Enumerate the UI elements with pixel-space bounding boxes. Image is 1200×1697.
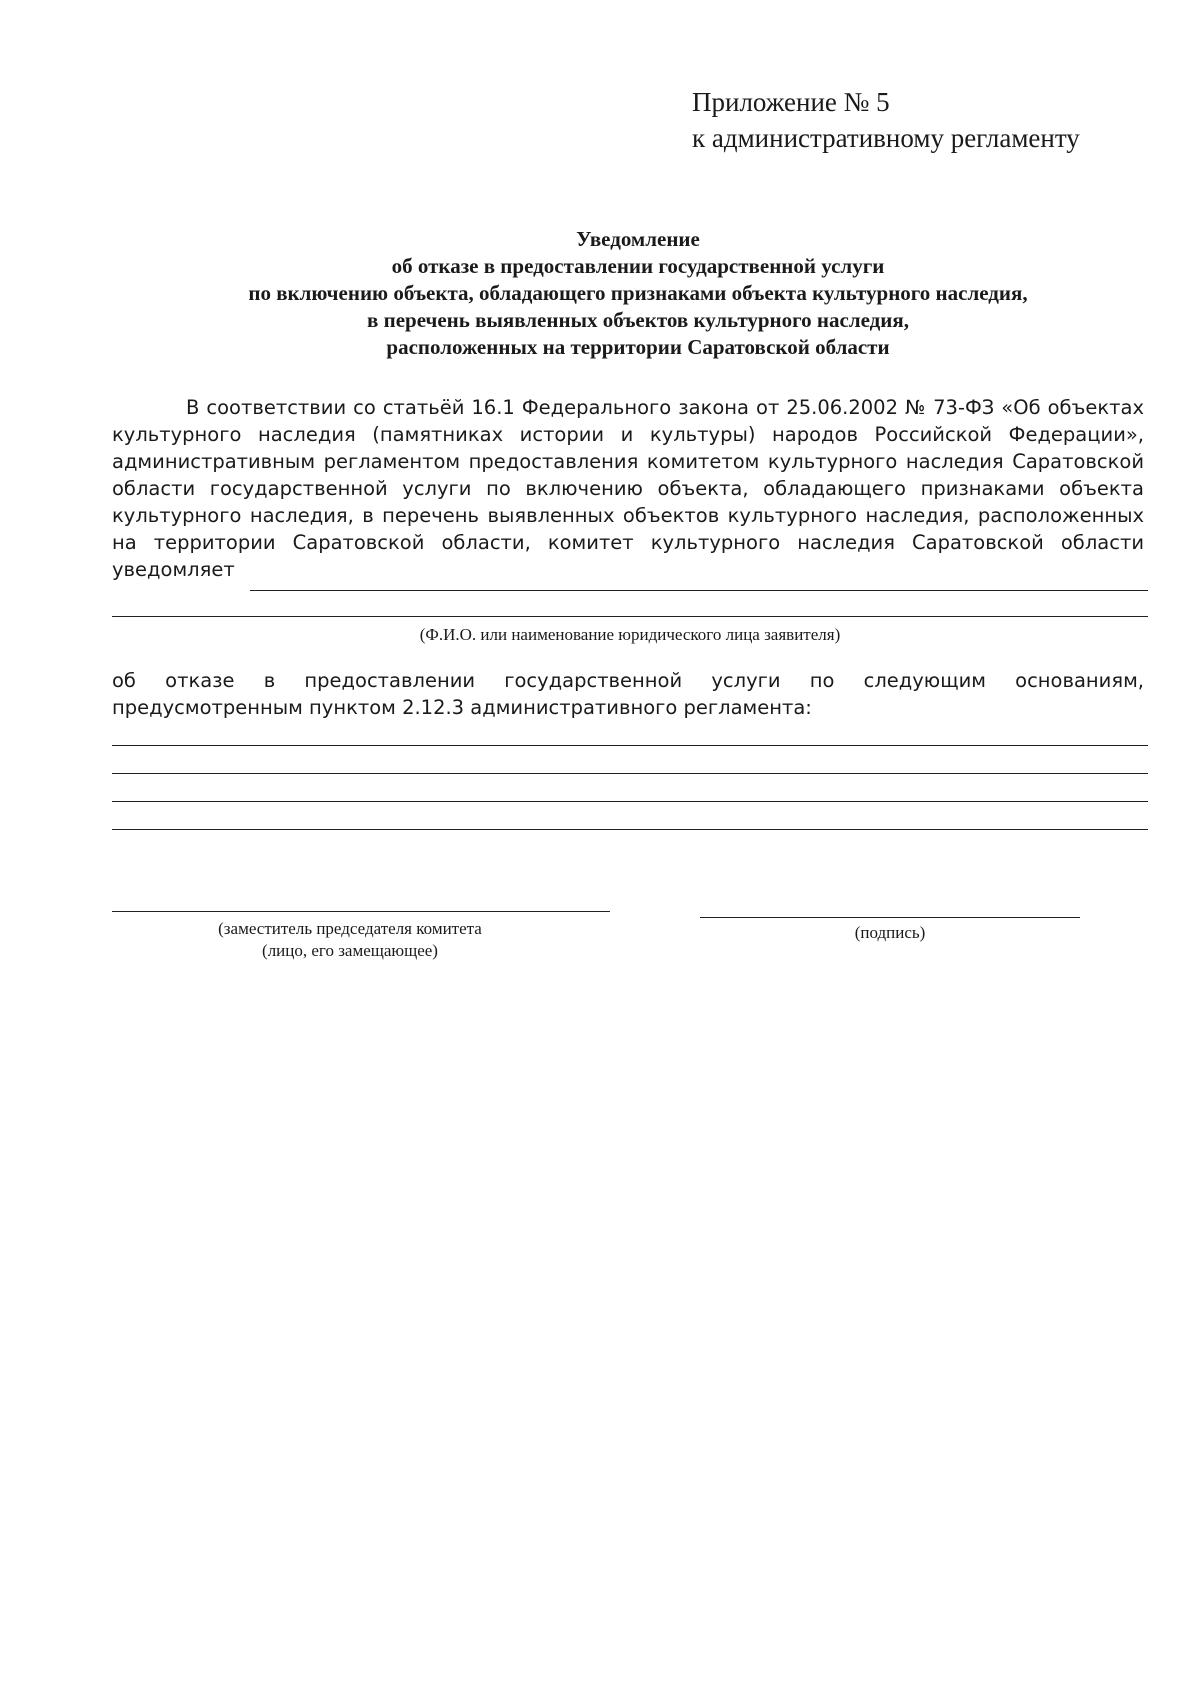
applicant-caption: (Ф.И.О. или наименование юридического лица заявителя) bbox=[419, 625, 841, 644]
applicant-name-line-1 bbox=[250, 590, 1148, 591]
title-line-3: по включению объекта, обладающего признаками объекта культурного наследия, bbox=[248, 281, 1028, 305]
reason-blank-line-3 bbox=[112, 801, 1148, 802]
appendix-reference: к административному регламенту bbox=[692, 123, 1080, 153]
title-line-5: расположенных на территории Саратовской области bbox=[386, 335, 890, 359]
signature-line bbox=[700, 917, 1080, 918]
reason-word: основаниям, bbox=[1015, 669, 1144, 692]
position-caption-line-1: (заместитель председателя комитета bbox=[218, 919, 482, 938]
reason-word: в bbox=[263, 669, 276, 692]
signature-caption: (подпись) bbox=[854, 923, 926, 942]
refusal-reason-line-1 bbox=[112, 667, 1144, 694]
reason-blank-line-1 bbox=[112, 745, 1148, 746]
reason-word: услуги bbox=[711, 669, 781, 692]
reason-word: предоставлении bbox=[304, 669, 476, 692]
title-line-2: об отказе в предоставлении государственной услуги bbox=[391, 254, 885, 278]
refusal-reason-line-2: предусмотренным пунктом 2.12.3 административного регламента: bbox=[112, 696, 812, 719]
reason-word: об bbox=[112, 669, 136, 692]
title-line-4: в перечень выявленных объектов культурного наследия, bbox=[367, 308, 909, 332]
title-line-1: Уведомление bbox=[576, 227, 700, 251]
reason-word: отказе bbox=[165, 669, 235, 692]
reason-word: государственной bbox=[504, 669, 683, 692]
position-caption-line-2: (лицо, его замещающее) bbox=[262, 941, 438, 960]
body-paragraph: В соответствии со статьёй 16.1 Федерального закона от 25.06.2002 № 73-ФЗ «Об объектах культурного наследия (памятниках истории и культуры) народов Российской Федерации», административным регламентом предоставления комитетом культурного наследия Саратовской области государственной услуги по включению объекта, обладающего признаками объекта культурного наследия, в перечень выявленных объектов культурного наследия, расположенных на территории Саратовской области, комитет культурного наследия Саратовской области уведомляет bbox=[112, 396, 1144, 581]
position-signature-line bbox=[112, 911, 610, 912]
applicant-name-line-2 bbox=[112, 616, 1148, 617]
appendix-number: Приложение № 5 bbox=[692, 87, 890, 117]
reason-word: следующим bbox=[863, 669, 986, 692]
position-caption bbox=[140, 918, 560, 962]
reason-word: по bbox=[809, 669, 835, 692]
refusal-reason-text bbox=[112, 667, 1144, 721]
reason-blank-line-4 bbox=[112, 829, 1148, 830]
appendix-header bbox=[692, 84, 1080, 156]
document-title bbox=[110, 226, 1166, 361]
reason-blank-line-2 bbox=[112, 773, 1148, 774]
